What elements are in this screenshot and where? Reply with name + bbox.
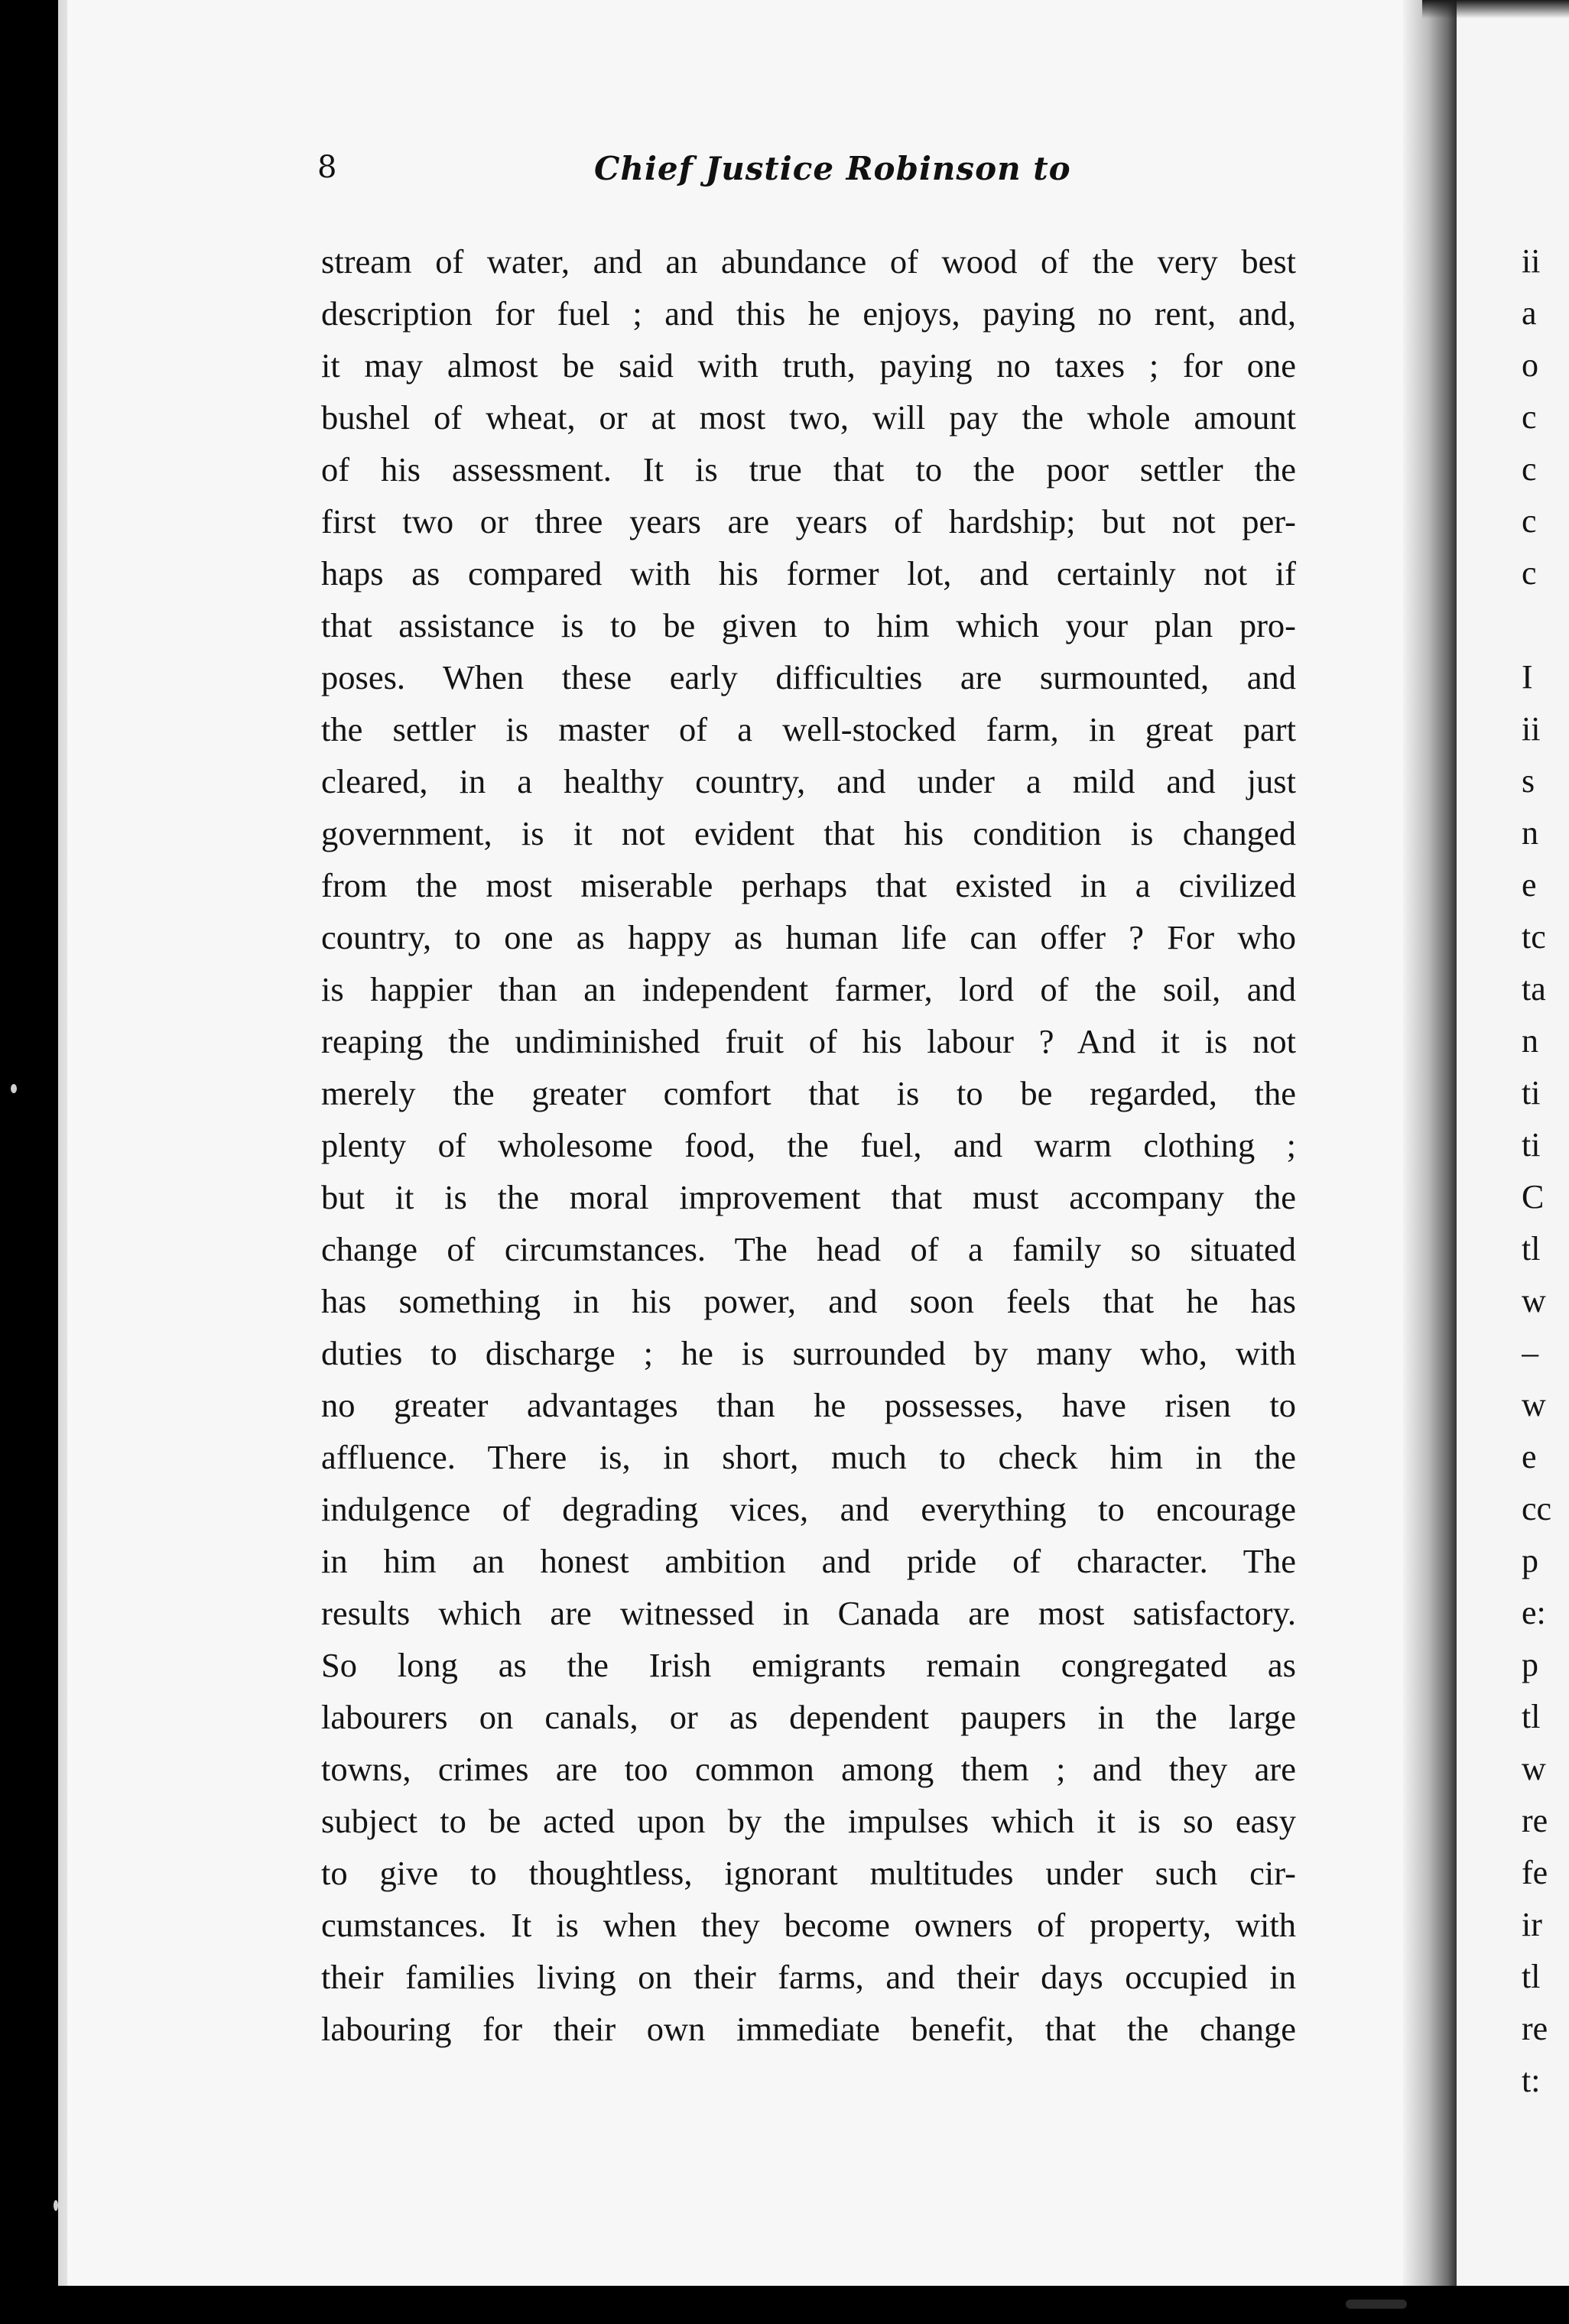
facing-page-fragment: tl (1522, 1698, 1541, 1735)
facing-page-fragment: o (1522, 346, 1538, 384)
facing-page-fragment: – (1522, 1334, 1538, 1371)
text-line: it may almost be said with truth, paying no taxes ; for one (321, 346, 1296, 385)
facing-page-fragment: a (1522, 294, 1537, 332)
facing-page-fragment: ii (1522, 242, 1541, 280)
text-line: has something in his power, and soon feels that he has (321, 1282, 1296, 1320)
text-line: cumstances. It is when they become owners of property, with (321, 1906, 1296, 1944)
text-line: their families living on their farms, and their days occupied in (321, 1958, 1296, 1996)
facing-page-fragment: e (1522, 1438, 1537, 1475)
facing-page-fragment: n (1522, 814, 1538, 852)
text-line: no greater advantages than he possesses, have risen to (321, 1386, 1296, 1424)
scan-speck (54, 2200, 58, 2211)
facing-page-fragment: ti (1522, 1126, 1541, 1164)
facing-page-fragment (1522, 599, 1569, 651)
text-line: description for fuel ; and this he enjoys, paying no rent, and, (321, 294, 1296, 333)
facing-page-shadow (1422, 0, 1569, 18)
text-line: So long as the Irish emigrants remain congregated as (321, 1646, 1296, 1684)
page-number: 8 (317, 150, 337, 185)
text-line: to give to thoughtless, ignorant multitudes under such cir- (321, 1854, 1296, 1892)
facing-page-fragment: c (1522, 554, 1537, 592)
text-line: plenty of wholesome food, the fuel, and warm clothing ; (321, 1126, 1296, 1164)
facing-page-fragment: re (1522, 2010, 1548, 2047)
facing-page-fragment: c (1522, 398, 1537, 436)
facing-page-text-fragments (1522, 235, 1569, 2107)
scan-speck (11, 1084, 17, 1093)
text-line: results which are witnessed in Canada are most satisfactory. (321, 1594, 1296, 1632)
binding-shadow (1403, 0, 1458, 2286)
facing-page-fragment: e (1522, 866, 1537, 904)
running-head (317, 150, 1296, 196)
text-line: the settler is master of a well-stocked farm, in great part (321, 710, 1296, 748)
facing-page-fragment: c (1522, 450, 1537, 488)
facing-page-fragment: ir (1522, 1906, 1542, 1943)
text-line: country, to one as happy as human life can offer ? For who (321, 918, 1296, 956)
facing-page-fragment: w (1522, 1750, 1546, 1787)
text-line: labouring for their own immediate benefit, that the change (321, 2010, 1296, 2048)
text-line: haps as compared with his former lot, and certainly not if (321, 554, 1296, 592)
text-line: is happier than an independent farmer, lord of the soil, and (321, 970, 1296, 1008)
facing-page-fragment: p (1522, 1542, 1538, 1579)
facing-page-fragment: tl (1522, 1958, 1541, 1995)
facing-page-fragment: cc (1522, 1490, 1552, 1527)
facing-page-fragment: c (1522, 502, 1537, 540)
facing-page-fragment: s (1522, 762, 1535, 800)
facing-page-fragment: C (1522, 1178, 1545, 1216)
facing-page-fragment: I (1522, 658, 1533, 696)
scan-speck (1346, 2300, 1407, 2309)
text-line: reaping the undiminished fruit of his labour ? And it is not (321, 1022, 1296, 1060)
facing-page-fragment: n (1522, 1022, 1538, 1060)
facing-page-fragment: e: (1522, 1594, 1546, 1631)
text-line: cleared, in a healthy country, and under a mild and just (321, 762, 1296, 800)
facing-page-fragment: ii (1522, 710, 1541, 748)
facing-page-fragment: t: (1522, 2062, 1541, 2099)
facing-page-fragment: ti (1522, 1074, 1541, 1112)
text-line: from the most miserable perhaps that existed in a civilized (321, 866, 1296, 904)
text-line: first two or three years are years of hardship; but not per- (321, 502, 1296, 540)
facing-page-fragment: w (1522, 1282, 1546, 1319)
text-line: poses. When these early difficulties are surmounted, and (321, 658, 1296, 696)
facing-page-fragment: w (1522, 1386, 1546, 1423)
text-line: but it is the moral improvement that must accompany the (321, 1178, 1296, 1216)
text-line: government, is it not evident that his condition is changed (321, 814, 1296, 852)
facing-page-fragment: p (1522, 1646, 1538, 1683)
text-line: in him an honest ambition and pride of character. The (321, 1542, 1296, 1580)
running-title: Chief Justice Robinson to (594, 150, 1071, 187)
facing-page-fragment: ta (1522, 970, 1546, 1008)
text-line: change of circumstances. The head of a family so situated (321, 1230, 1296, 1268)
text-line: affluence. There is, in short, much to check him in the (321, 1438, 1296, 1476)
text-line: stream of water, and an abundance of wood of the very best (321, 242, 1296, 281)
body-text (321, 235, 1296, 2055)
facing-page-fragment: fe (1522, 1854, 1548, 1891)
text-line: subject to be acted upon by the impulses which it is so easy (321, 1802, 1296, 1840)
text-line: merely the greater comfort that is to be regarded, the (321, 1074, 1296, 1112)
facing-page-fragment: tc (1522, 918, 1546, 956)
text-line: indulgence of degrading vices, and everything to encourage (321, 1490, 1296, 1528)
text-line: bushel of wheat, or at most two, will pay the whole amount (321, 398, 1296, 437)
text-line: towns, crimes are too common among them ; and they are (321, 1750, 1296, 1788)
text-line: duties to discharge ; he is surrounded by many who, with (321, 1334, 1296, 1372)
text-line: that assistance is to be given to him which your plan pro- (321, 606, 1296, 644)
facing-page-fragment: re (1522, 1802, 1548, 1839)
text-line: labourers on canals, or as dependent paupers in the large (321, 1698, 1296, 1736)
facing-page-fragment: tl (1522, 1230, 1541, 1267)
text-line: of his assessment. It is true that to the poor settler the (321, 450, 1296, 488)
